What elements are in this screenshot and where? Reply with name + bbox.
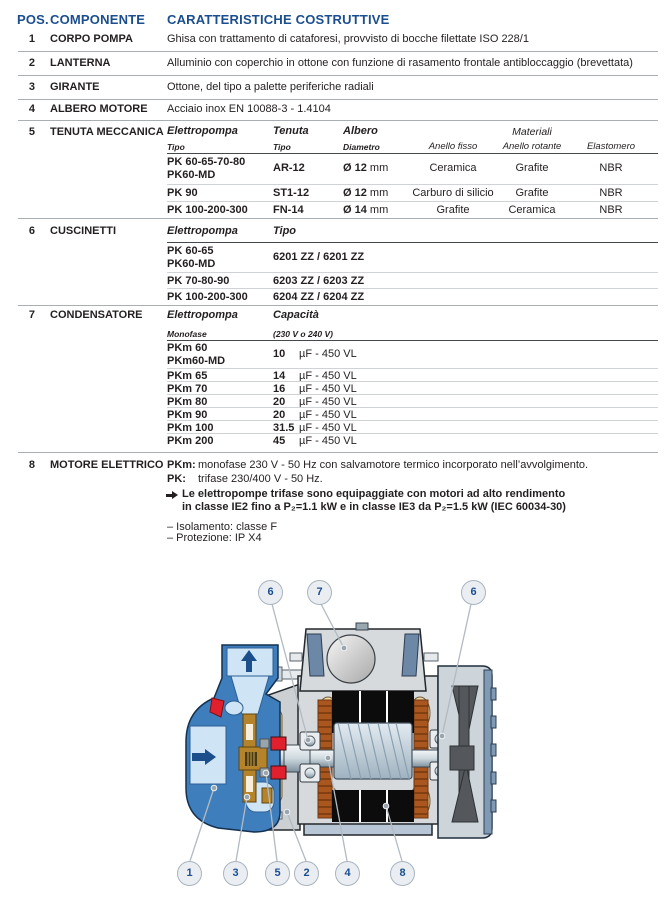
tenuta-cell: NBR <box>599 204 623 216</box>
condensatore-cell: PKm 60 <box>167 342 208 354</box>
row-name: CUSCINETTI <box>50 225 116 237</box>
pump-cutaway-diagram <box>110 565 560 895</box>
row-name: TENUTA MECCANICA <box>50 126 164 138</box>
tenuta-subheader: Elastomero <box>586 141 636 152</box>
row-name: CONDENSATORE <box>50 309 143 321</box>
row-separator <box>18 51 658 52</box>
tenuta-cell <box>343 187 388 200</box>
callout-6: 6 <box>258 580 283 605</box>
row-pos: 1 <box>28 33 35 45</box>
tenuta-cell: PK60-MD <box>167 169 216 181</box>
condensatore-unit: µF - 450 VL <box>299 370 357 382</box>
tenuta-cell: Carburo di silicio <box>412 187 494 199</box>
table-row-line <box>167 184 658 185</box>
diam-value: Ø 14 <box>343 204 367 216</box>
condensatore-cell: PKm 100 <box>167 422 214 434</box>
motore-pkm-label: PKm: <box>167 459 196 471</box>
condensatore-unit: µF - 450 VL <box>299 435 357 447</box>
motore-note-line1: Le elettropompe trifase sono equipaggiate con motori ad alto rendimento <box>182 488 566 500</box>
section-separator <box>18 452 658 453</box>
condensatore-cell: PKm 70 <box>167 383 208 395</box>
table-row-line <box>167 420 658 421</box>
row-separator <box>18 120 658 121</box>
row-separator <box>18 75 658 76</box>
tenuta-col-header: Elettropompa <box>167 125 238 137</box>
diam-unit: mm <box>369 204 389 216</box>
condensatore-cell: 10 <box>273 348 286 360</box>
condensatore-cell: 14 <box>273 370 286 382</box>
table-header-line <box>167 153 658 154</box>
row-pos: 2 <box>28 57 35 69</box>
tenuta-col-header: Materiali <box>512 126 552 138</box>
row-pos: 6 <box>28 225 35 237</box>
tenuta-subheader: Tipo <box>273 142 291 152</box>
table-row-line <box>167 433 658 434</box>
tenuta-cell: Ceramica <box>508 204 556 216</box>
note-arrow-icon <box>166 489 178 500</box>
capacitor <box>327 635 375 683</box>
tenuta-cell: FN-14 <box>273 204 304 216</box>
condensatore-cell: PKm 200 <box>167 435 214 447</box>
row-pos: 3 <box>28 81 35 93</box>
row-separator <box>18 99 658 100</box>
cuscinetti-col-header: Elettropompa <box>167 225 238 237</box>
cuscinetti-col-header: Tipo <box>273 225 297 237</box>
tenuta-cell: Grafite <box>515 187 549 199</box>
section-separator <box>18 218 658 219</box>
row-name: LANTERNA <box>50 57 111 69</box>
tenuta-cell: NBR <box>599 187 623 199</box>
condensatore-cell: PKm 65 <box>167 370 208 382</box>
tenuta-subheader: Anello fisso <box>428 141 478 152</box>
diam-unit: mm <box>369 187 389 199</box>
motore-note-line2: in classe IE2 fino a P₂=1.1 kW e in classe IE3 da P₂=1.5 kW (IEC 60034-30) <box>182 501 566 513</box>
motore-protezione: – Protezione: IP X4 <box>167 532 262 544</box>
row-name: GIRANTE <box>50 81 100 93</box>
tenuta-cell: PK 90 <box>167 187 198 199</box>
table-row-line <box>167 407 658 408</box>
tenuta-subheader: Anello rotante <box>502 141 562 152</box>
tenuta-col-header: Albero <box>343 125 378 137</box>
condensatore-cell: 16 <box>273 383 286 395</box>
table-row-line <box>167 368 658 369</box>
row-pos: 5 <box>28 126 35 138</box>
callout-5: 5 <box>265 861 290 886</box>
condensatore-subheader: Monofase <box>167 329 207 339</box>
diam-value: Ø 12 <box>343 187 367 199</box>
motore-pk-text: trifase 230/400 V - 50 Hz. <box>198 473 323 485</box>
condensatore-col-header: Elettropompa <box>167 309 238 321</box>
condensatore-subheader: (230 V o 240 V) <box>273 329 334 339</box>
row-pos: 8 <box>28 459 35 471</box>
row-pos: 4 <box>28 103 35 115</box>
condensatore-cell: 45 <box>273 435 286 447</box>
tenuta-cell: PK 100-200-300 <box>167 204 248 216</box>
tenuta-cell <box>343 162 388 175</box>
row-desc: Ottone, del tipo a palette periferiche radiali <box>167 81 374 93</box>
condensatore-cell: PKm60-MD <box>167 355 226 367</box>
condensatore-unit: µF - 450 VL <box>299 396 357 408</box>
row-pos: 7 <box>28 309 35 321</box>
cuscinetti-cell: PK 60-65 <box>167 245 214 257</box>
motore-isolamento: – Isolamento: classe F <box>167 521 278 533</box>
motore-pk-label: PK: <box>167 473 186 485</box>
table-row-line <box>167 394 658 395</box>
cuscinetti-cell: 6203 ZZ / 6203 ZZ <box>273 275 365 287</box>
row-name: ALBERO MOTORE <box>50 103 148 115</box>
cuscinetti-cell: PK 100-200-300 <box>167 291 248 303</box>
row-desc: Alluminio con coperchio in ottone con funzione di rasamento frontale antibloccaggio (brevettata) <box>167 57 633 69</box>
condensatore-unit: µF - 450 VL <box>299 348 357 360</box>
tenuta-cell: Grafite <box>515 162 549 174</box>
row-desc: Ghisa con trattamento di cataforesi, provvisto di bocche filettate ISO 228/1 <box>167 33 529 45</box>
tenuta-cell: Ceramica <box>429 162 477 174</box>
callout-1: 1 <box>177 861 202 886</box>
tenuta-subheader: Tipo <box>167 142 185 152</box>
row-name: MOTORE ELETTRICO <box>50 459 164 471</box>
callout-7: 7 <box>307 580 332 605</box>
header-caratteristiche: CARATTERISTICHE COSTRUTTIVE <box>167 12 390 27</box>
condensatore-unit: µF - 450 VL <box>299 383 357 395</box>
table-row-line <box>167 201 658 202</box>
tenuta-cell: Grafite <box>436 204 470 216</box>
cuscinetti-cell: 6204 ZZ / 6204 ZZ <box>273 291 365 303</box>
table-row-line <box>167 272 658 273</box>
table-header-line <box>167 340 658 341</box>
condensatore-col-header: Capacità <box>273 309 319 321</box>
cuscinetti-cell: PK 70-80-90 <box>167 275 230 287</box>
tenuta-cell: PK 60-65-70-80 <box>167 156 246 168</box>
row-name: CORPO POMPA <box>50 33 133 45</box>
table-row-line <box>167 288 658 289</box>
callout-2: 2 <box>294 861 319 886</box>
tenuta-cell <box>343 204 388 217</box>
table-header-line <box>167 242 658 243</box>
condensatore-unit: µF - 450 VL <box>299 409 357 421</box>
tenuta-cell: NBR <box>599 162 623 174</box>
section-separator <box>18 305 658 306</box>
tenuta-col-header: Tenuta <box>273 125 309 137</box>
condensatore-cell: 20 <box>273 396 286 408</box>
row-desc: Acciaio inox EN 10088-3 - 1.4104 <box>167 103 331 115</box>
motore-pkm-text: monofase 230 V - 50 Hz con salvamotore termico incorporato nell’avvolgimento. <box>198 459 589 471</box>
condensatore-cell: PKm 80 <box>167 396 208 408</box>
callout-4: 4 <box>335 861 360 886</box>
callout-3: 3 <box>223 861 248 886</box>
header-componente: COMPONENTE <box>50 12 146 27</box>
diam-value: Ø 12 <box>343 162 367 174</box>
tenuta-cell: ST1-12 <box>273 187 310 199</box>
callout-8: 8 <box>390 861 415 886</box>
condensatore-cell: PKm 90 <box>167 409 208 421</box>
diam-unit: mm <box>369 162 389 174</box>
tenuta-subheader: Diametro <box>343 142 380 152</box>
tenuta-cell: AR-12 <box>273 162 305 174</box>
table-row-line <box>167 381 658 382</box>
condensatore-cell: 31.5 <box>273 422 295 434</box>
condensatore-unit: µF - 450 VL <box>299 422 357 434</box>
condensatore-cell: 20 <box>273 409 286 421</box>
cuscinetti-cell: PK60-MD <box>167 258 216 270</box>
header-pos: POS. <box>17 12 49 27</box>
rotor <box>334 723 412 779</box>
cuscinetti-cell: 6201 ZZ / 6201 ZZ <box>273 251 365 263</box>
callout-6b: 6 <box>461 580 486 605</box>
